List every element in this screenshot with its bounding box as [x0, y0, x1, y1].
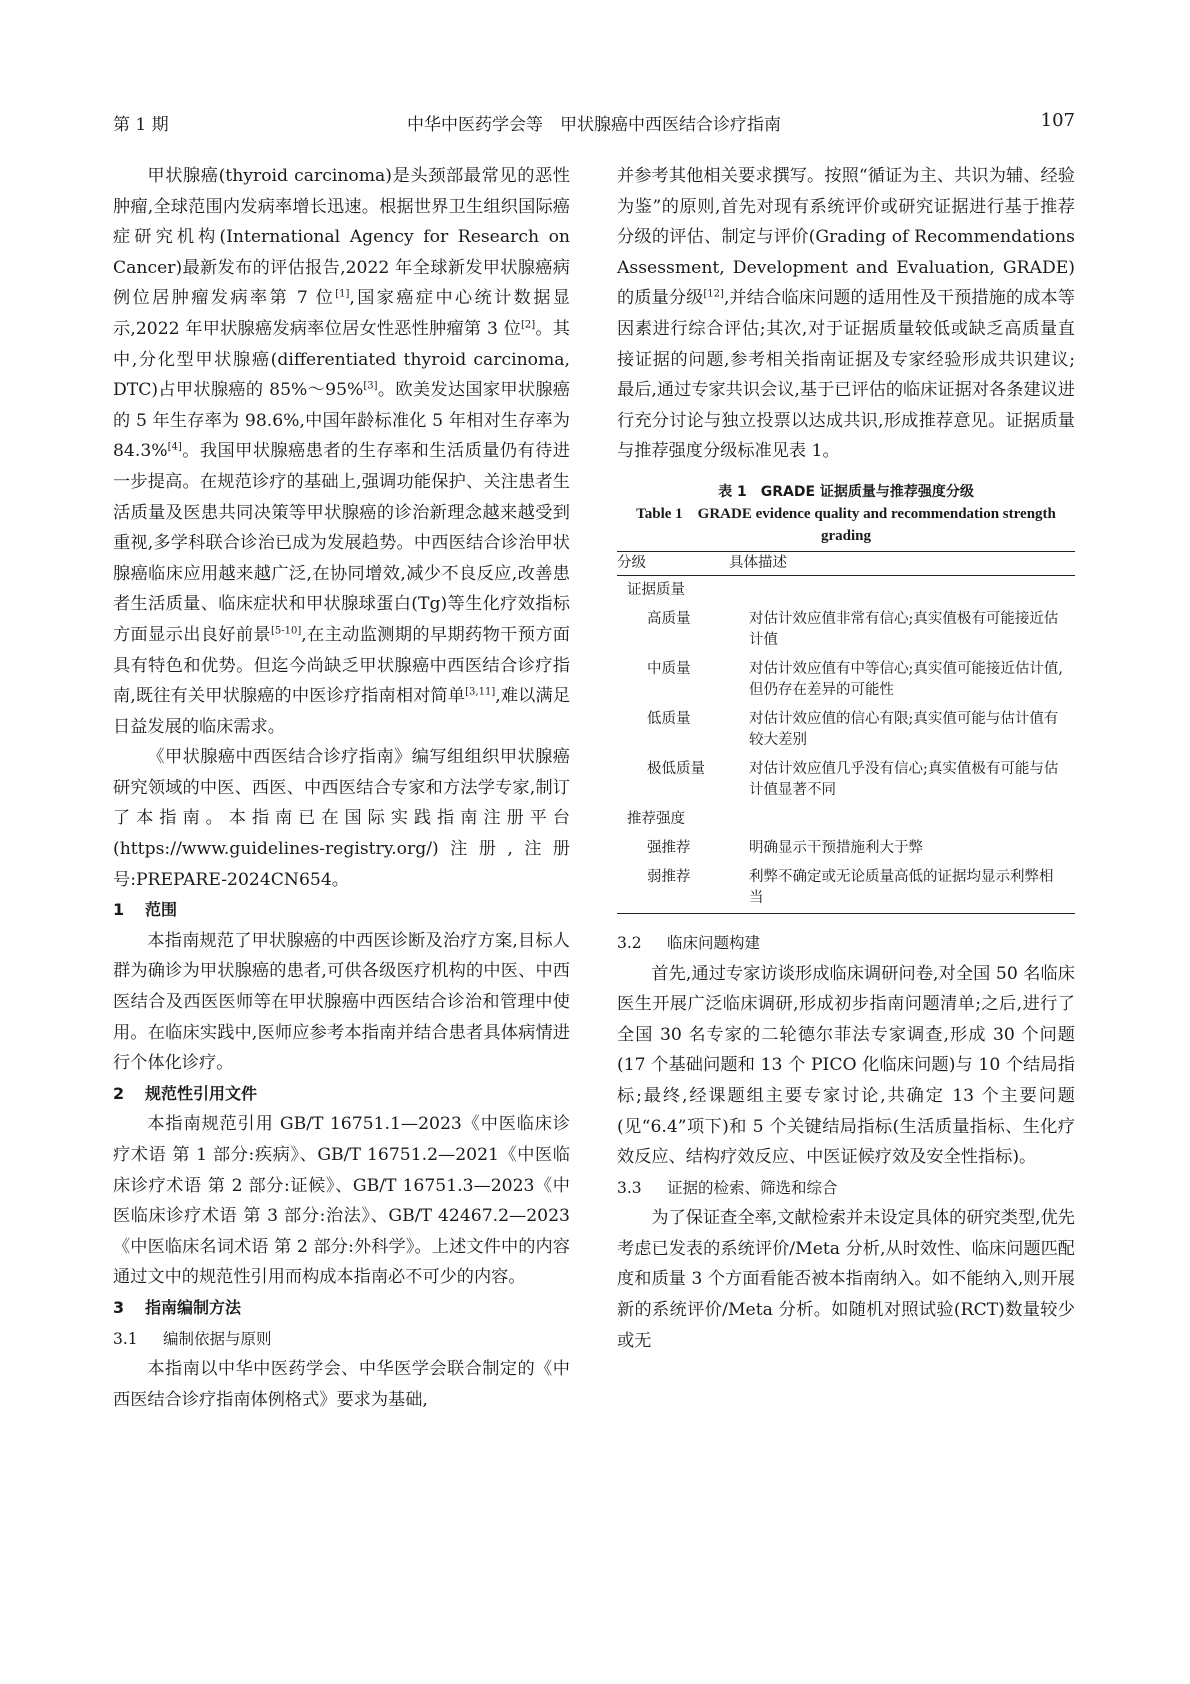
section-heading-2: 2 规范性引用文件: [113, 1083, 258, 1103]
table-caption-cn: 表 1 GRADE 证据质量与推荐强度分级: [718, 483, 974, 500]
right-column: [617, 161, 1075, 1356]
running-title: 中华中医药学会等 甲状腺癌中西医结合诊疗指南: [407, 115, 781, 135]
running-header: [113, 110, 1075, 140]
section-2-text: 本指南规范引用 GB/T 16751.1—2023《中医临床诊疗术语 第 1 部分:疾病》、GB/T 16751.2—2021《中医临床诊疗术语 第 2 部分:证候》、GB/T 16751.3—2023《中医临床诊疗术语 第 3 部分:治法》、GB/T 42467.2—2023《中医临床名词术语 第 2 部分:外科学》。上述文件中的内容通过文中的规范性引用而构成本指南必不可少的内容。: [113, 1114, 570, 1288]
citation: [4]: [167, 441, 182, 453]
table-row: 极低质量 对估计效应值几乎没有信心;真实值极有可能与估计值显著不同: [647, 760, 1059, 798]
table-row: 中质量 对估计效应值有中等信心;真实值可能接近估计值,但仍存在差异的可能性: [647, 660, 1063, 698]
table-group-row: 证据质量: [627, 581, 685, 598]
table-header-grade: 分级: [617, 551, 729, 575]
intro-paragraph-2: 《甲状腺癌中西医结合诊疗指南》编写组组织甲状腺癌研究领域的中医、西医、中西医结合专家和方法学专家,制订了本指南。本指南已在国际实践指南注册平台(https://www.guidelines-registry.org/)注册,注册号:PREPARE-2024CN654。: [113, 747, 570, 890]
table-header-description: 具体描述: [729, 551, 1075, 575]
table-header-row: [617, 551, 1075, 575]
citation: [1]: [335, 288, 350, 300]
citation: [5-10]: [270, 625, 302, 637]
table-row: 强推荐 明确显示干预措施利大于弊: [647, 839, 923, 856]
subsection-heading-3-2: 3.2 临床问题构建: [617, 933, 761, 952]
continued-paragraph: 并参考其他相关要求撰写。按照“循证为主、共识为辅、经验为鉴”的原则,首先对现有系统评价或研究证据进行基于推荐分级的评估、制定与评价(Grading of Recommendations Assessment, Development and Evaluation, GRADE)的质量分级[12],并结合临床问题的适用性及干预措施的成本等因素进行综合评估;其次,对于证据质量较低或缺乏高质量直接证据的问题,参考相关指南证据及专家经验形成共识建议;最后,通过专家共识会议,基于已评估的临床证据对各条建议进行充分讨论与独立投票以达成共识,形成推荐意见。证据质量与推荐强度分级标准见表 1。: [617, 166, 1075, 462]
intro-paragraph-1: 甲状腺癌(thyroid carcinoma)是头颈部最常见的恶性肿瘤,全球范围内发病率增长迅速。根据世界卫生组织国际癌症研究机构(International Agency for Research on Cancer)最新发布的评估报告,2022 年全球新发甲状腺癌病例位居肿瘤发病率第 7 位[1],国家癌症中心统计数据显示,2022 年甲状腺癌发病率位居女性恶性肿瘤第 3 位[2]。其中,分化型甲状腺癌(differentiated thyroid carcinoma, DTC)占甲状腺癌的 85%～95%[3]。欧美发达国家甲状腺癌的 5 年生存率为 98.6%,中国年龄标准化 5 年相对生存率为 84.3%[4]。我国甲状腺癌患者的生存率和生活质量仍有待进一步提高。在规范诊疗的基础上,强调功能保护、关注患者生活质量及医患共同决策等甲状腺癌的诊治新理念越来越受到重视,多学科联合诊治已成为发展趋势。中西医结合诊治甲状腺癌临床应用越来越广泛,在协同增效,减少不良反应,改善患者生活质量、临床症状和甲状腺球蛋白(Tg)等生化疗效指标方面显示出良好前景[5-10],在主动监测期的早期药物干预方面具有特色和优势。但迄今尚缺乏甲状腺癌中西医结合诊疗指南,既往有关甲状腺癌的中医诊疗指南相对简单[3,11],难以满足日益发展的临床需求。: [113, 166, 571, 737]
subsection-heading-3-3: 3.3 证据的检索、筛选和综合: [617, 1178, 838, 1197]
section-heading-1: 1 范围: [113, 900, 178, 920]
subsection-heading-3-1: 3.1 编制依据与原则: [113, 1329, 272, 1348]
citation: [3,11]: [465, 686, 496, 698]
citation: [12]: [703, 288, 724, 300]
section-3-1-text: 本指南以中华中医药学会、中华医学会联合制定的《中西医结合诊疗指南体例格式》要求为基础,: [113, 1359, 570, 1410]
section-3-3-text: 为了保证查全率,文献检索并未设定具体的研究类型,优先考虑已发表的系统评价/Meta 分析,从时效性、临床问题匹配度和质量 3 个方面看能否被本指南纳入。如不能纳入,则开展新的系统评价/Meta 分析。如随机对照试验(RCT)数量较少或无: [617, 1208, 1075, 1351]
table-row: 低质量 对估计效应值的信心有限;真实值可能与估计值有较大差别: [647, 710, 1059, 748]
section-heading-3: 3 指南编制方法: [113, 1297, 242, 1317]
table-row: 弱推荐 利弊不确定或无论质量高低的证据均显示利弊相当: [617, 863, 1075, 914]
issue-label: 第 1 期: [113, 115, 169, 135]
citation: [3]: [363, 380, 378, 392]
table-group-row: 推荐强度: [627, 810, 685, 827]
page-number: 107: [1040, 110, 1075, 131]
table-row: 高质量 对估计效应值非常有信心;真实值极有可能接近估计值: [647, 610, 1059, 648]
table-caption-en: Table 1 GRADE evidence quality and recommendation strength grading: [636, 505, 1056, 544]
section-1-text: 本指南规范了甲状腺癌的中西医诊断及治疗方案,目标人群为确诊为甲状腺癌的患者,可供各级医疗机构的中医、中西医结合及西医医师等在甲状腺癌中西医结合诊治和管理中使用。在临床实践中,医师应参考本指南并结合患者具体病情进行个体化诊疗。: [113, 930, 570, 1074]
citation: [2]: [520, 319, 536, 331]
section-3-2-text: 首先,通过专家访谈形成临床调研问卷,对全国 50 名临床医生开展广泛临床调研,形成初步指南问题清单;之后,进行了全国 30 名专家的二轮德尔菲法专家调查,形成 30 个问题(17 个基础问题和 13 个 PICO 化临床问题)与 10 个结局指标;最终,经课题组主要专家讨论,共确定 13 个主要问题(见“6.4”项下)和 5 个关键结局指标(生活质量指标、生化疗效反应、结构疗效反应、中医证候疗效及安全性指标)。: [617, 963, 1075, 1168]
left-column: [113, 161, 570, 1415]
grade-table: [617, 551, 1075, 914]
